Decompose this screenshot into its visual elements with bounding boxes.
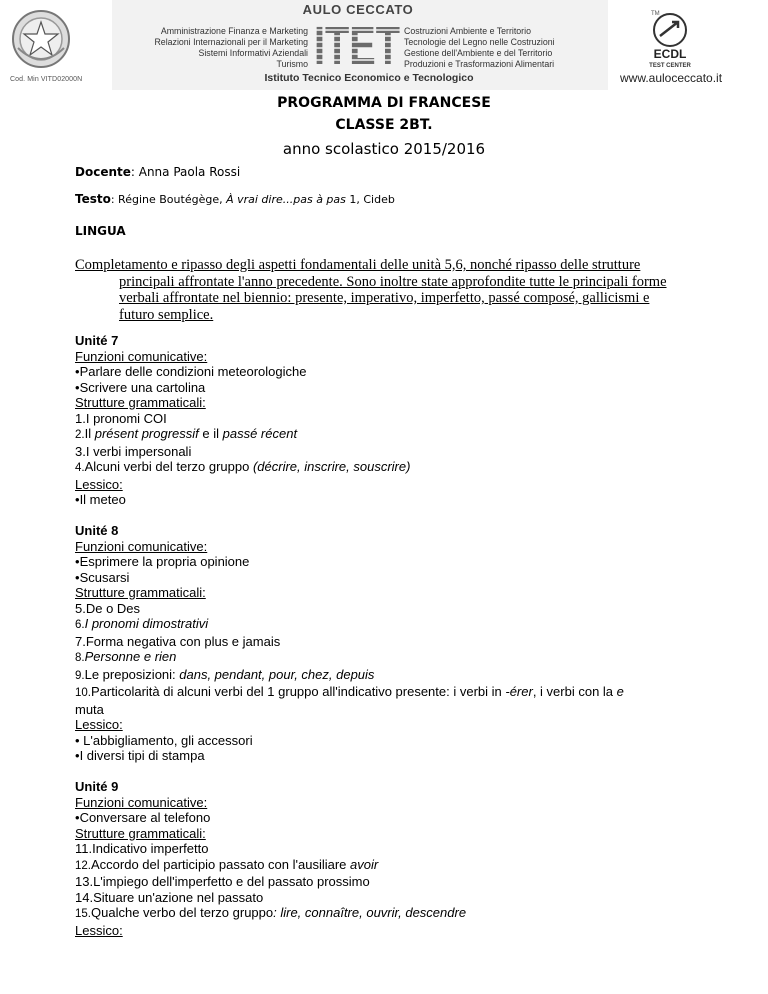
subsection-heading: Lessico: — [75, 476, 123, 492]
subsection-heading: Funzioni comunicative: — [75, 794, 208, 810]
left-course-list — [118, 26, 308, 70]
course-item: Sistemi Informativi Aziendali — [198, 48, 308, 58]
unit-title: Unité 8 — [75, 523, 119, 538]
itet-logo — [313, 16, 401, 76]
list-item: • Conversare al telefono — [75, 810, 695, 826]
letterhead — [0, 0, 768, 92]
list-item: 12.Accordo del participio passato con l'ausiliare avoir — [75, 856, 379, 872]
section-heading-lingua: LINGUA — [75, 224, 126, 238]
school-year: anno scolastico 2015/2016 — [282, 140, 486, 158]
list-item: 13.L'impiego dell'imperfetto e del passato prossimo — [75, 874, 370, 889]
course-item: Tecnologie del Legno nelle Costruzioni — [404, 37, 555, 47]
intro-rest: principali affrontate l'anno precedente. Sono inoltre state approfondite tutte le principali forme verbali affrontate nel biennio: presente, imperativo, imperfetto, passé composé, gallicismi e futuro semplice. — [119, 273, 667, 323]
ministry-code: Cod. Min VITD02000N — [10, 76, 83, 83]
document-title: PROGRAMMA DI FRANCESE — [277, 95, 491, 111]
list-item: 5.De o Des — [75, 600, 141, 616]
unit-title: Unité 7 — [75, 333, 119, 348]
intro-first-line: Completamento e ripasso degli aspetti fondamentali delle unità 5,6, nonché ripasso delle strutture — [75, 257, 641, 273]
course-item: Produzioni e Trasformazioni Alimentari — [404, 59, 555, 69]
textbook-pre: : Régine Boutégège, — [110, 193, 227, 206]
subsection-heading: Funzioni comunicative: — [75, 538, 208, 554]
course-item: Gestione dell'Ambiente e del Territorio — [404, 48, 553, 58]
list-item: 7.Forma negativa con plus e jamais — [75, 633, 281, 649]
list-item: • Scusarsi — [75, 570, 695, 586]
ecdl-label: ECDL — [653, 47, 687, 61]
list-item: • I diversi tipi di stampa — [75, 748, 695, 764]
list-item: 11.Indicativo imperfetto — [75, 841, 209, 856]
list-item: 10.Particolarità di alcuni verbi del 1 gruppo all'indicativo presente: i verbi in -érer, i verbi con la e muta — [75, 684, 624, 717]
unit-7 — [75, 333, 695, 508]
course-item: Amministrazione Finanza e Marketing — [160, 26, 308, 36]
list-item: 8.Personne e rien — [75, 649, 177, 664]
unit-title: Unité 9 — [75, 779, 119, 794]
textbook-label: Testo — [75, 192, 111, 206]
course-item: Turismo — [276, 59, 308, 69]
subsection-heading: Strutture grammaticali: — [75, 585, 206, 600]
list-item: 2.Il présent progressif e il passé récent — [75, 426, 298, 441]
teacher-label: Docente — [75, 165, 131, 179]
list-item: • Il meteo — [75, 492, 695, 508]
list-item: 1.I pronomi COI — [75, 410, 167, 426]
list-item: 3.I verbi impersonali — [75, 443, 192, 459]
teacher-line — [75, 165, 240, 179]
units-content — [75, 333, 695, 954]
list-item: 9.Le preposizioni: dans, pendant, pour, chez, depuis — [75, 666, 375, 682]
textbook-title: À vrai dire...pas à pas — [226, 193, 346, 206]
intro-paragraph — [75, 257, 685, 323]
ecdl-sub: TEST CENTER — [649, 63, 691, 69]
subsection-heading: Lessico: — [75, 922, 123, 938]
list-item: 15.Qualche verbo del terzo gruppo: lire, connaître, ouvrir, descendre — [75, 905, 467, 920]
ecdl-logo-icon — [634, 6, 706, 70]
course-item: Costruzioni Ambiente e Territorio — [404, 26, 531, 36]
list-item: 4.Alcuni verbi del terzo gruppo (décrire, inscrire, souscrire) — [75, 459, 411, 474]
class-title: CLASSE 2BT. — [335, 117, 433, 133]
unit-9 — [75, 779, 695, 938]
list-item: 6.I pronomi dimostrativi — [75, 616, 209, 631]
list-item: 14.Situare un'azione nel passato — [75, 889, 264, 905]
school-subtitle: Istituto Tecnico Economico e Tecnologico — [264, 72, 474, 84]
italian-republic-emblem-icon — [10, 8, 72, 70]
ecdl-tm: TM — [651, 11, 660, 17]
subsection-heading: Lessico: — [75, 717, 123, 732]
textbook-line — [75, 192, 395, 206]
teacher-name: : Anna Paola Rossi — [130, 165, 241, 179]
subsection-heading: Funzioni comunicative: — [75, 348, 208, 364]
unit-8 — [75, 523, 695, 764]
right-course-list — [404, 26, 604, 70]
list-item: • Esprimere la propria opinione — [75, 554, 695, 570]
school-name: AULO CECCATO — [302, 2, 414, 17]
course-item: Relazioni Internazionali per il Marketing — [154, 37, 308, 47]
itet-logo-text: ITET — [314, 16, 401, 76]
textbook-post: 1, Cideb — [345, 193, 395, 206]
list-item: • Parlare delle condizioni meteorologiche — [75, 364, 695, 380]
list-item: • L'abbigliamento, gli accessori — [75, 733, 695, 749]
website-url: www.auloceccato.it — [620, 71, 723, 85]
list-item: • Scrivere una cartolina — [75, 380, 695, 396]
subsection-heading: Strutture grammaticali: — [75, 825, 206, 841]
subsection-heading: Strutture grammaticali: — [75, 395, 206, 410]
